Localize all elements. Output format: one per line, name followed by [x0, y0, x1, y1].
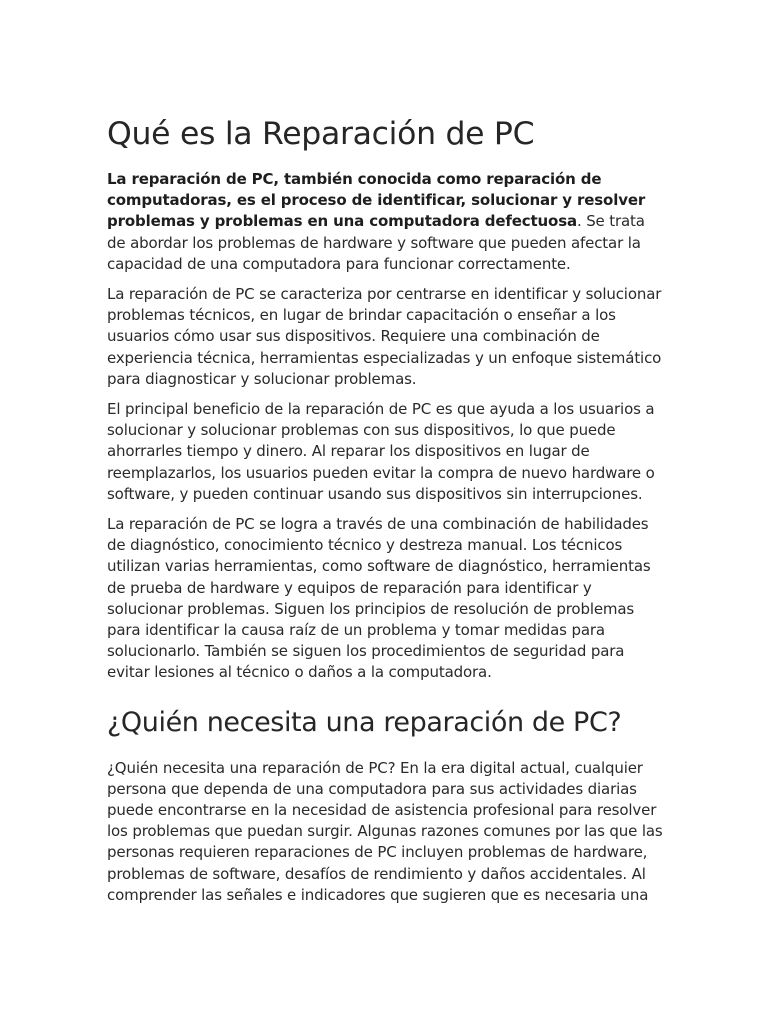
paragraph-5: ¿Quién necesita una reparación de PC? En la era digital actual, cualquier persona que dependa de una computadora para sus actividades diarias puede encontrarse en la necesidad de asistencia profesional para resolver los problemas que puedan surgir. Algunas razones comunes por las que las personas requieren reparaciones de PC incluyen problemas de hardware, problemas de software, desafíos de rendimiento y daños accidentales. Al comprender las señales e indicadores que sugieren que es necesaria una	[107, 758, 663, 904]
paragraph-2: La reparación de PC se caracteriza por centrarse en identificar y solucionar problemas técnicos, en lugar de brindar capacitación o enseñar a los usuarios cómo usar sus dispositivos. Requiere una combinación de experiencia técnica, herramientas especializadas y un enfoque sistemático para diagnosticar y solucionar problemas.	[107, 285, 662, 388]
document-page	[107, 112, 667, 915]
intro-paragraph	[107, 169, 667, 275]
intro-rest-text: . Se trata de abordar los problemas de hardware y software que pueden afectar la capacidad de una computadora para funcionar correctamente.	[107, 212, 645, 273]
section-heading: ¿Quién necesita una reparación de PC?	[107, 706, 622, 738]
intro-bold-text: La reparación de PC, también conocida como reparación de computadoras, es el proceso de identificar, solucionar y resolver problemas y problemas en una computadora defectuosa	[107, 170, 646, 231]
paragraph-4: La reparación de PC se logra a través de una combinación de habilidades de diagnóstico, conocimiento técnico y destreza manual. Los técnicos utilizan varias herramientas, como software de diagnóstico, herramientas de prueba de hardware y equipos de reparación para identificar y solucionar problemas. Siguen los principios de resolución de problemas para identificar la causa raíz de un problema y tomar medidas para solucionarlo. También se siguen los procedimientos de seguridad para evitar lesiones al técnico o daños a la computadora.	[107, 515, 651, 682]
article-title: Qué es la Reparación de PC	[107, 116, 535, 152]
paragraph-3: El principal beneficio de la reparación de PC es que ayuda a los usuarios a solucionar y solucionar problemas con sus dispositivos, lo que puede ahorrarles tiempo y dinero. Al reparar los dispositivos en lugar de reemplazarlos, los usuarios pueden evitar la compra de nuevo hardware o software, y pueden continuar usando sus dispositivos sin interrupciones.	[107, 400, 655, 503]
